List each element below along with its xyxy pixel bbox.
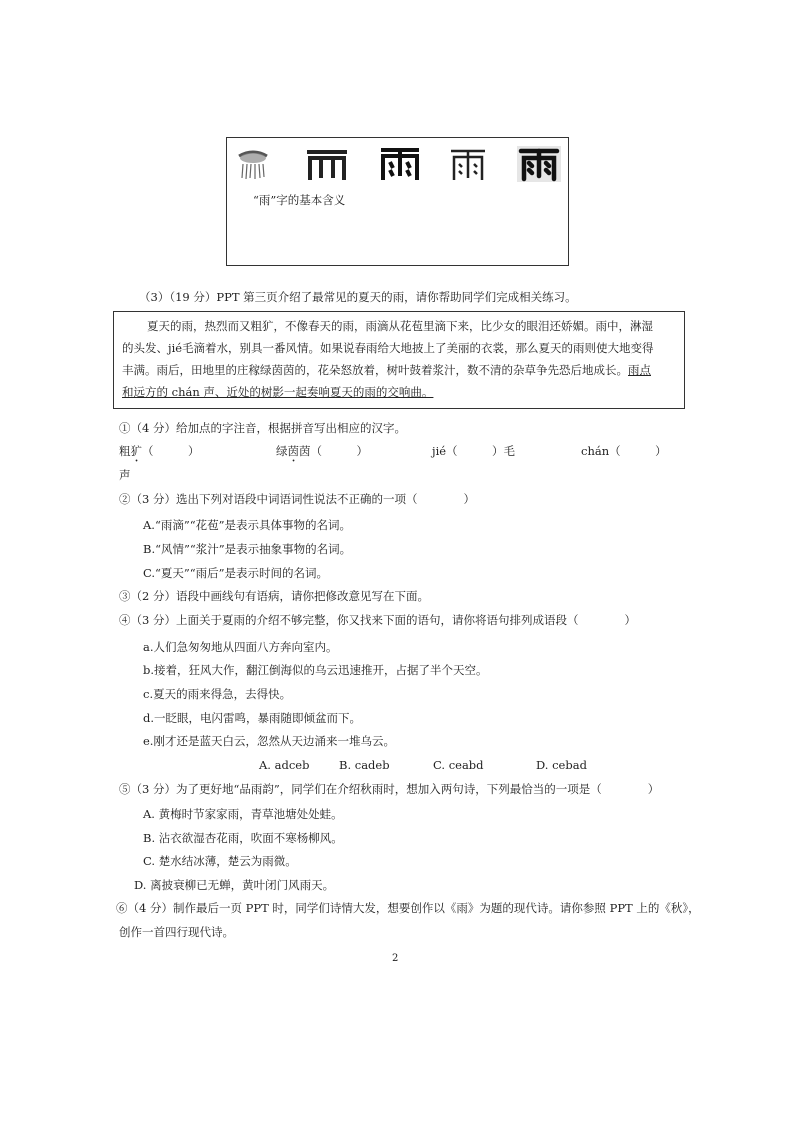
q2-option-a: A.“雨滴”“花苞”是表示具体事物的名词。	[143, 518, 351, 532]
q1-a-pre: 粗	[119, 444, 131, 458]
reading-passage	[113, 311, 685, 409]
q1-item-b	[276, 443, 368, 465]
passage-line-2: 的头发、jié毛滴着水，别具一番风情。如果说春雨给大地披上了美丽的衣裳，那么夏天的雨则使大地变得	[122, 341, 654, 355]
q1-item-c: jié（ ）毛	[432, 444, 516, 458]
q4-sentence-a: a.人们急匆匆地从四面八方奔向室内。	[143, 640, 338, 654]
q4-option-c: C. ceabd	[433, 758, 484, 772]
q5-option-c: C. 楚水结冰薄，楚云为雨微。	[143, 854, 297, 868]
q1-a-blank: （ ）	[142, 444, 200, 458]
q2-title: ②（3 分）选出下列对语段中词语词性说法不正确的一项（ ）	[119, 492, 475, 506]
q1-item-a	[119, 443, 200, 465]
passage-line-1: 夏天的雨，热烈而又粗犷，不像春天的雨，雨滴从花苞里滴下来，比少女的眼泪还娇媚。雨中，淋湿	[147, 319, 653, 333]
q1-b-blank: （ ）	[310, 444, 368, 458]
q3-intro: （3）（19 分）PPT 第三页介绍了最常见的夏天的雨，请你帮助同学们完成相关练习。	[139, 290, 577, 304]
regular-rain-glyph	[517, 146, 561, 182]
q5-option-a: A. 黄梅时节家家雨，青草池塘处处蛙。	[143, 807, 343, 821]
oracle-rain-glyph	[235, 146, 271, 182]
clerical-rain-glyph	[449, 146, 487, 182]
q4-option-d: D. cebad	[536, 758, 587, 772]
q4-sentence-e: e.刚才还是蓝天白云，忽然从天边涌来一堆乌云。	[143, 734, 395, 748]
q1-b-pre: 绿	[276, 444, 288, 458]
bronze-rain-glyph	[305, 146, 349, 182]
q5-option-b: B. 沾衣欲湿杏花雨，吹面不寒杨柳风。	[143, 831, 343, 845]
q6-line-1: ⑥（4 分）制作最后一页 PPT 时，同学们诗情大发，想要创作以《雨》为题的现代诗。请你参照 PPT 上的《秋》，	[116, 901, 700, 915]
q3b-title: ③（2 分）语段中画线句有语病，请你把修改意见写在下面。	[119, 589, 429, 603]
q4-option-a: A. adceb	[259, 758, 310, 772]
q4-sentence-b: b.接着，狂风大作，翻江倒海似的乌云迅速推开，占据了半个天空。	[143, 663, 488, 677]
seal-rain-glyph	[379, 146, 421, 182]
passage-line-3-text: 丰满。雨后，田地里的庄稼绿茵茵的，花朵怒放着，树叶鼓着浆汁，数不清的杂草争先恐后地成长。	[122, 363, 628, 377]
q4-option-b: B. cadeb	[339, 758, 390, 772]
evolution-caption: “雨”字的基本含义	[253, 193, 346, 207]
q6-line-2: 创作一首四行现代诗。	[119, 925, 234, 939]
q5-title: ⑤（3 分）为了更好地“品雨韵”，同学们在介绍秋雨时，想加入两句诗，下列最恰当的一项是（ ）	[119, 782, 660, 796]
q1-title: ①（4 分）给加点的字注音，根据拼音写出相应的汉字。	[119, 421, 406, 435]
q1-b-post: 茵	[299, 444, 311, 458]
page-number: 2	[392, 953, 399, 964]
q5-option-d: D. 离披衰柳已无蝉，黄叶闭门风雨天。	[134, 878, 335, 892]
q2-option-c: C.“夏天”“雨后”是表示时间的名词。	[143, 566, 329, 580]
q4-sentence-c: c.夏天的雨来得急，去得快。	[143, 687, 292, 701]
underlined-sentence-end: 和远方的 chán 声、近处的树影一起奏响夏天的雨的交响曲。	[122, 385, 434, 399]
q1-item-d-post: 声	[119, 468, 131, 482]
q1-b-dotted: 茵	[287, 444, 299, 458]
q2-option-b: B.“风情”“浆汁”是表示抽象事物的名词。	[143, 542, 352, 556]
q4-sentence-d: d.一眨眼，电闪雷鸣，暴雨随即倾盆而下。	[143, 711, 362, 725]
passage-line-3	[122, 362, 651, 378]
q1-a-dotted: 犷	[130, 444, 142, 458]
q1-item-d: chán（ ）	[581, 444, 667, 458]
q4-title: ④（3 分）上面关于夏雨的介绍不够完整，你又找来下面的语句，请你将语句排列成语段（ ）	[119, 613, 636, 627]
character-evolution-box	[226, 137, 569, 266]
underlined-sentence-start: 雨点	[628, 363, 651, 377]
